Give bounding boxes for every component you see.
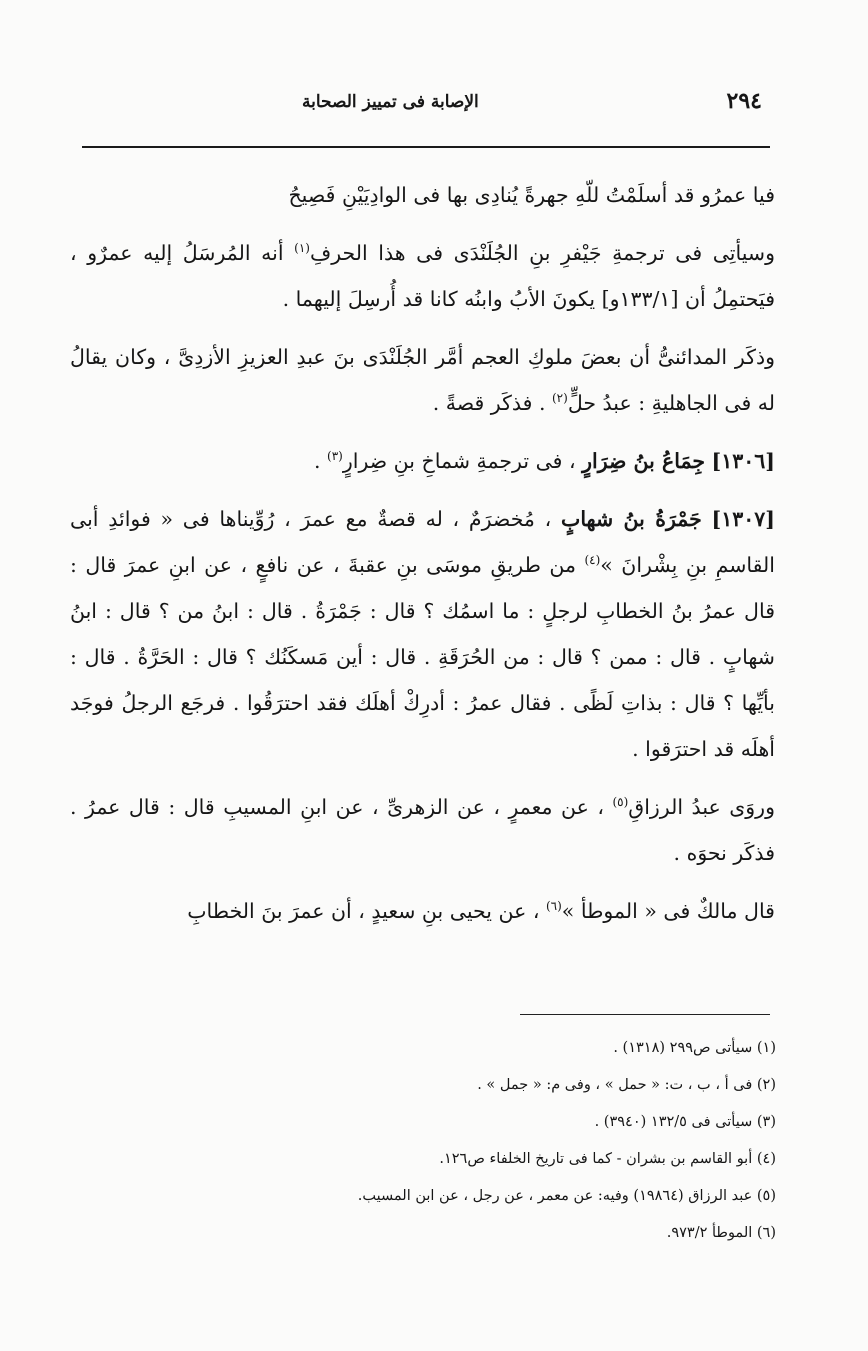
poem-verse: فيا عمرُو قد أسلَمْتُ للّهِ جهرةً يُنادِى بها فى الوادِيَيْنِ فَصِيحُ [288,183,775,207]
text-run: . فذكَر قصةً . [432,391,552,415]
paragraph [70,230,775,322]
page-number: ٢٩٤ [726,88,762,114]
footnote-ref: (٣) [327,449,343,464]
footnote-ref: (٢) [551,391,568,406]
running-title: الإصابة فى تمييز الصحابة [302,92,479,112]
text-run: قال مالكٌ فى « الموطأ » [561,899,775,923]
entry-name: جَمْرَةُ بنُ شهابٍ [561,507,702,531]
paragraph [70,334,775,426]
entry-name: جِمَاعُ بنُ ضِرَارٍ [582,449,706,473]
paragraph [70,784,775,876]
text-run: أنه المُرسَلُ إليه عمرٌو ، فيَحتمِلُ أن [١٣٣/١و] يكونَ الأبُ وابنُه كانا قد أُرسِلَ إليهما . [70,241,775,311]
entry-1306 [70,438,775,484]
entry-number: [١٣٠٦] [711,449,775,473]
header-rule [82,146,770,148]
footnote: (٦) الموطأ ٩٧٣/٢. [666,1225,776,1241]
main-text [70,172,775,946]
footnotes [156,1030,776,1252]
footnote: (٤) أبو القاسم بن بشران - كما فى تاريخ الخلفاء ص١٢٦. [439,1151,776,1167]
text-run: وروَى عبدُ الرزاقِ [628,795,775,819]
text-run: من طريقِ موسَى بنِ عقبةَ ، عن نافعٍ ، عن ابنِ عمرَ قال : قال عمرُ بنُ الخطابِ لرجلٍ : ما اسمُك ؟ قال : جَمْرَةُ . قال : ابنُ من ؟ قال : ابنُ شهابٍ . قال : ممن ؟ قال : من الحُرَقَةِ . قال : أين مَسكَنُك ؟ قال : الحَرَّةُ . قال : بأيِّها ؟ قال : بذاتِ لَظًى . فقال عمرُ : أدرِكْ أهلَك فقد احترَقُوا . فرجَع الرجلُ فوجَد أهلَه قد احترَقوا . [70,553,775,761]
text-run: وذكَر المدائنىُّ أن بعضَ ملوكِ العجم أمَّر الجُلَنْدَى بنَ عبدِ العزيزِ الأزدِىَّ ، وكان يقالُ له فى الجاهليةِ : عبدُ حلٍّ [70,345,775,415]
text-run: ، عن يحيى بنِ سعيدٍ ، أن عمرَ بنَ الخطابِ [187,899,546,923]
entry-1307 [70,496,775,772]
text-run: . [313,449,328,473]
page-header [82,88,770,128]
footnote-ref: (٥) [612,795,629,810]
footnote: (٥) عبد الرزاق (١٩٨٦٤) وفيه: عن معمر ، عن رجل ، عن ابن المسيب. [357,1188,776,1204]
paragraph [70,888,775,934]
footnote: (١) سيأتى ص٢٩٩ (١٣١٨) . [613,1040,776,1056]
text-run: ، عن معمرٍ ، عن الزهرىِّ ، عن ابنِ المسيبِ قال : قال عمرُ . فذكَر نحوَه . [70,795,775,865]
footnote-rule [520,1014,770,1015]
text-run: ، مُخضرَمٌ ، له قصةٌ مع عمرَ ، رُوِّيناها فى « فوائدِ أبى القاسمِ بنِ بِشْرانَ » [70,507,775,577]
footnote-ref: (٤) [584,553,601,568]
footnote: (٣) سيأتى فى ١٣٢/٥ (٣٩٤٠) . [594,1114,776,1130]
entry-number: [١٣٠٧] [711,507,775,531]
text-run: وسيأتِى فى ترجمةِ جَيْفرِ بنِ الجُلَنْدَى فى هذا الحرفِ [309,241,775,265]
text-run: ، فى ترجمةِ شماخِ بنِ ضِرارٍ [342,449,583,473]
footnote-ref: (٦) [545,899,562,914]
footnote-ref: (١) [294,241,310,256]
footnote: (٢) فى أ ، ب ، ت: « حمل » ، وفى م: « جمل » . [477,1077,776,1093]
